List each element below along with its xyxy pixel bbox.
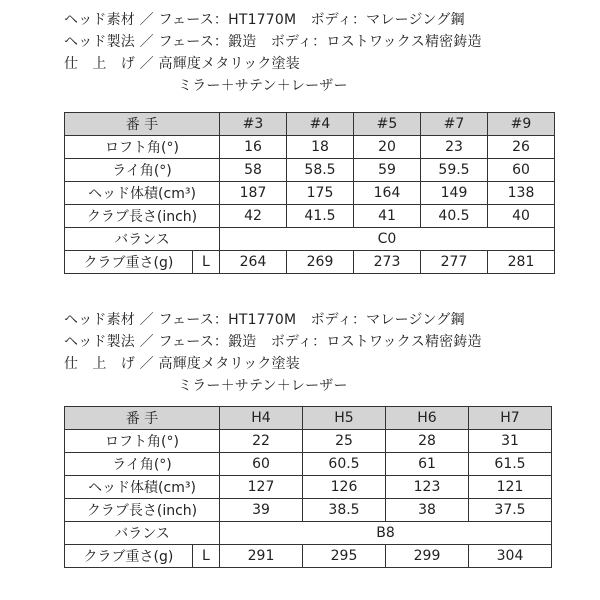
table-row <box>65 499 552 522</box>
table-cell: 42 <box>220 205 287 228</box>
table-row <box>65 182 555 205</box>
table-cell: 187 <box>220 182 287 205</box>
balance-row <box>65 228 555 251</box>
table-cell: 121 <box>469 476 552 499</box>
weight-label: クラブ重さ(g) <box>65 545 193 568</box>
balance-value: C0 <box>220 228 555 251</box>
table-cell: 281 <box>488 251 555 274</box>
table-cell: 20 <box>354 136 421 159</box>
table-cell: 123 <box>386 476 469 499</box>
header-cell: H6 <box>386 407 469 430</box>
table-cell: 58 <box>220 159 287 182</box>
table-row <box>65 476 552 499</box>
table-cell: 60 <box>488 159 555 182</box>
table-cell: 16 <box>220 136 287 159</box>
table-cell: 127 <box>220 476 303 499</box>
table-cell: 175 <box>287 182 354 205</box>
table-cell: 26 <box>488 136 555 159</box>
table-header-row <box>65 113 555 136</box>
table-cell: 273 <box>354 251 421 274</box>
table-cell: 38.5 <box>303 499 386 522</box>
table-cell: 25 <box>303 430 386 453</box>
table-cell: 295 <box>303 545 386 568</box>
table-cell: 18 <box>287 136 354 159</box>
table-row <box>65 136 555 159</box>
finish-line: 仕 上 げ ／ 高輝度メタリック塗装 <box>64 56 300 72</box>
header-cell: #4 <box>287 113 354 136</box>
head-process-line: ヘッド製法 ／ フェース：鍛造 ボディ：ロストワックス精密鋳造 <box>64 34 482 50</box>
balance-row <box>65 522 552 545</box>
table-cell: 58.5 <box>287 159 354 182</box>
header-cell: 番 手 <box>65 407 220 430</box>
row-label: ライ角(°) <box>65 159 220 182</box>
table-cell: 60 <box>220 453 303 476</box>
row-label: ロフト角(°) <box>65 136 220 159</box>
table-row <box>65 430 552 453</box>
table-cell: 37.5 <box>469 499 552 522</box>
table-cell: 61 <box>386 453 469 476</box>
spec-block <box>0 10 600 98</box>
row-label: クラブ長さ(inch) <box>65 499 220 522</box>
row-label: ロフト角(°) <box>65 430 220 453</box>
table-row <box>65 205 555 228</box>
iron-spec-section <box>0 10 600 271</box>
balance-value: B8 <box>220 522 552 545</box>
table-cell: 23 <box>421 136 488 159</box>
header-cell: #5 <box>354 113 421 136</box>
weight-row <box>65 545 552 568</box>
row-label: ヘッド体積(cm³) <box>65 476 220 499</box>
table-cell: 22 <box>220 430 303 453</box>
header-cell: #7 <box>421 113 488 136</box>
flex-label: L <box>192 251 219 274</box>
header-cell: #3 <box>220 113 287 136</box>
header-cell: #9 <box>488 113 555 136</box>
row-label: クラブ長さ(inch) <box>65 205 220 228</box>
header-cell: 番 手 <box>65 113 220 136</box>
table-header-row <box>65 407 552 430</box>
table-cell: 269 <box>287 251 354 274</box>
table-cell: 164 <box>354 182 421 205</box>
table-cell: 39 <box>220 499 303 522</box>
header-cell: H5 <box>303 407 386 430</box>
table-row <box>65 453 552 476</box>
row-label: ライ角(°) <box>65 453 220 476</box>
header-cell: H4 <box>220 407 303 430</box>
table-cell: 149 <box>421 182 488 205</box>
table-cell: 299 <box>386 545 469 568</box>
balance-label: バランス <box>65 522 220 545</box>
table-row <box>65 159 555 182</box>
table-cell: 60.5 <box>303 453 386 476</box>
iron-spec-table <box>64 112 555 274</box>
table-cell: 59 <box>354 159 421 182</box>
balance-label: バランス <box>65 228 220 251</box>
table-cell: 28 <box>386 430 469 453</box>
head-material-line: ヘッド素材 ／ フェース：HT1770M ボディ：マレージング鋼 <box>64 312 465 328</box>
table-cell: 291 <box>220 545 303 568</box>
table-cell: 277 <box>421 251 488 274</box>
finish-line: 仕 上 げ ／ 高輝度メタリック塗装 <box>64 356 300 372</box>
table-cell: 59.5 <box>421 159 488 182</box>
head-material-line: ヘッド素材 ／ フェース：HT1770M ボディ：マレージング鋼 <box>64 12 465 28</box>
spec-block <box>0 310 600 398</box>
table-cell: 40.5 <box>421 205 488 228</box>
table-cell: 41 <box>354 205 421 228</box>
table-cell: 40 <box>488 205 555 228</box>
hybrid-spec-table <box>64 406 552 568</box>
table-cell: 61.5 <box>469 453 552 476</box>
flex-label: L <box>192 545 219 568</box>
table-cell: 304 <box>469 545 552 568</box>
table-cell: 126 <box>303 476 386 499</box>
row-label: ヘッド体積(cm³) <box>65 182 220 205</box>
header-cell: H7 <box>469 407 552 430</box>
table-cell: 38 <box>386 499 469 522</box>
weight-row <box>65 251 555 274</box>
finish-detail-line: ミラー＋サテン＋レーザー <box>178 378 348 394</box>
table-cell: 138 <box>488 182 555 205</box>
finish-detail-line: ミラー＋サテン＋レーザー <box>178 78 348 94</box>
table-cell: 31 <box>469 430 552 453</box>
table-cell: 264 <box>220 251 287 274</box>
table-cell: 41.5 <box>287 205 354 228</box>
head-process-line: ヘッド製法 ／ フェース：鍛造 ボディ：ロストワックス精密鋳造 <box>64 334 482 350</box>
weight-label: クラブ重さ(g) <box>65 251 193 274</box>
hybrid-spec-section <box>0 310 600 565</box>
